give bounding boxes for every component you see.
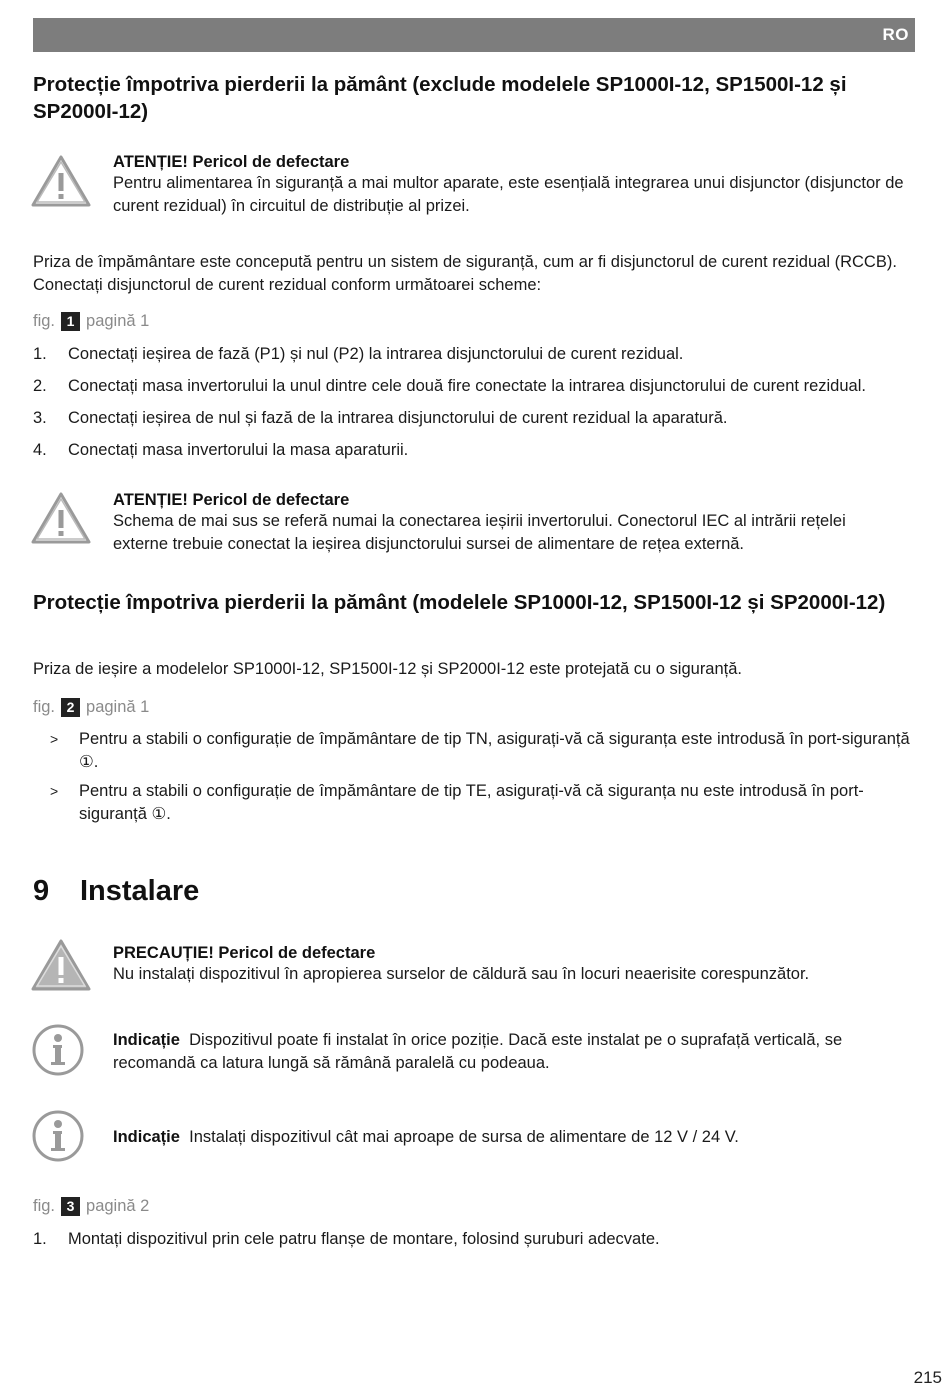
fig-prefix: fig.	[33, 698, 56, 716]
notice-body: Schema de mai sus se referă numai la conectarea ieșirii invertorului. Conectorul IEC al intrării rețelei externe trebuie conectat la ieșirea disjunctorului sursei de alimentare de rețea externă.	[113, 512, 846, 553]
figure-reference-1	[33, 312, 149, 331]
figure-reference-3	[33, 1197, 149, 1216]
warning-notice-2	[113, 491, 888, 556]
language-label: RO	[882, 25, 909, 44]
note-label: Indicație	[113, 1128, 180, 1146]
caution-notice	[113, 944, 913, 986]
notice-body: Pentru alimentarea în siguranță a mai multor aparate, este esențială integrarea unui disjunctor (disjunctor de curent rezidual) în circuitul de distribuție al prizei.	[113, 174, 904, 215]
notice-title: ATENȚIE! Pericol de defectare	[113, 491, 350, 509]
section-title-ground-fault-excluded: Protecție împotriva pierderii la pământ (exclude modelele SP1000I-12, SP1500I-12 și SP2000I-12)	[33, 73, 847, 123]
section-title-ground-fault-models: Protecție împotriva pierderii la pământ (modelele SP1000I-12, SP1500I-12 și SP2000I-12)	[33, 591, 886, 614]
warning-triangle-icon	[30, 154, 92, 208]
step-text: Conectați ieșirea de nul și fază de la intrarea disjunctorului de curent rezidual la aparatură.	[68, 409, 728, 427]
step-text: Montați dispozitivul prin cele patru flanșe de montare, folosind șuruburi adecvate.	[68, 1230, 660, 1248]
warning-triangle-icon	[30, 491, 92, 545]
step-text: Conectați masa invertorului la unul dintre cele două fire conectate la intrarea disjunctorului de curent rezidual.	[68, 377, 866, 395]
list-item	[50, 728, 915, 774]
chapter-number: 9	[33, 875, 50, 907]
list-item	[50, 780, 915, 826]
chapter-title: Instalare	[80, 875, 200, 907]
page-number: 215	[913, 1368, 942, 1387]
fig-page: pagină 2	[86, 1197, 150, 1215]
fig-number: 1	[61, 312, 80, 331]
note-body: Dispozitivul poate fi instalat în orice poziție. Dacă este instalat pe o suprafață verticală, se recomandă ca latura lungă să rămână paralelă cu podeaua.	[113, 1031, 843, 1072]
caution-triangle-icon	[30, 938, 92, 992]
fig-number: 3	[61, 1197, 80, 1216]
step-number: 2.	[33, 377, 47, 395]
notice-title: ATENȚIE! Pericol de defectare	[113, 153, 350, 171]
bullet-text: Pentru a stabili o configurație de împământare de tip TN, asigurați-vă că siguranța este introdusă în port-siguranță ①.	[79, 730, 910, 771]
info-note-2	[113, 1126, 908, 1149]
fig-prefix: fig.	[33, 312, 56, 330]
fig-page: pagină 1	[86, 698, 150, 716]
step-text: Conectați masa invertorului la masa aparaturii.	[68, 441, 409, 459]
chapter-heading	[33, 875, 199, 908]
step-text: Conectați ieșirea de fază (P1) și nul (P2) la intrarea disjunctorului de curent rezidual.	[68, 345, 684, 363]
bullet-marker: >	[50, 731, 59, 747]
note-label: Indicație	[113, 1031, 180, 1049]
intro-paragraph: Priza de împământare este concepută pentru un sistem de siguranță, cum ar fi disjunctorul de curent rezidual (RCCB). Conectați disjunctorul de curent rezidual conform următoarei scheme:	[33, 253, 897, 294]
notice-title: PRECAUȚIE! Pericol de defectare	[113, 944, 376, 962]
notice-body: Nu instalați dispozitivul în apropierea surselor de căldură sau în locuri neaerisite corespunzător.	[113, 965, 810, 983]
note-body: Instalați dispozitivul cât mai aproape de sursa de alimentare de 12 V / 24 V.	[189, 1128, 739, 1146]
bullet-text: Pentru a stabili o configurație de împământare de tip TE, asigurați-vă că siguranța nu este introdusă în port-siguranță ①.	[79, 782, 864, 823]
figure-reference-2	[33, 698, 149, 717]
step-number: 1.	[33, 1230, 47, 1248]
info-circle-icon	[31, 1023, 85, 1077]
info-circle-icon	[31, 1109, 85, 1163]
fig-prefix: fig.	[33, 1197, 56, 1215]
step-number: 1.	[33, 345, 47, 363]
intro-paragraph: Priza de ieșire a modelelor SP1000I-12, SP1500I-12 și SP2000I-12 este protejată cu o siguranță.	[33, 660, 743, 678]
step-number: 4.	[33, 441, 47, 459]
fig-page: pagină 1	[86, 312, 150, 330]
header-bar	[33, 18, 915, 52]
warning-notice-1	[113, 153, 913, 218]
fig-number: 2	[61, 698, 80, 717]
bullet-marker: >	[50, 783, 59, 799]
info-note-1	[113, 1029, 908, 1075]
step-number: 3.	[33, 409, 47, 427]
